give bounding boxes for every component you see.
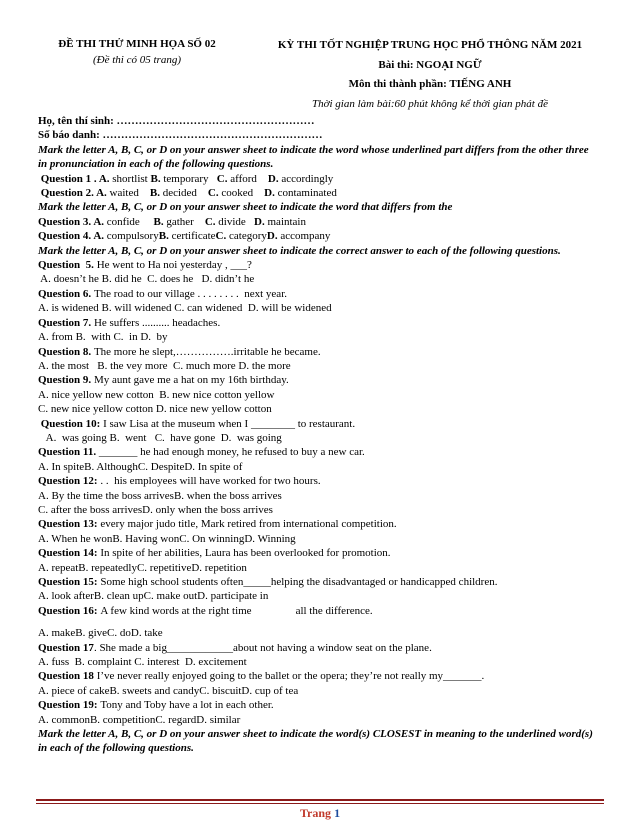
question-18: Question 18 I’ve never really enjoyed going to the ballet or the opera; they’re not really my_______. bbox=[38, 670, 485, 683]
question-11: Question 11. _______ he had enough money, he refused to buy a new car. bbox=[38, 446, 365, 459]
page-footer bbox=[0, 806, 640, 821]
question-9-options-1: A. nice yellow new cotton B. new nice cotton yellow bbox=[38, 388, 275, 401]
question-8-options: A. the most B. the vey more C. much more D. the more bbox=[38, 359, 291, 372]
question-7: Question 7. He suffers .......... headaches. bbox=[38, 316, 221, 329]
question-13: Question 13: every major judo title, Mark retired from international competition. bbox=[38, 518, 397, 531]
candidate-name-line: Họ, tên thí sinh: ……………………………………………… bbox=[38, 115, 315, 127]
page-count-note: (Đề thi có 05 trang) bbox=[93, 54, 181, 66]
footer-divider bbox=[36, 799, 604, 801]
question-10-options: A. was going B. went C. have gone D. was going bbox=[38, 431, 282, 444]
time-note: Thời gian làm bài:60 phút không kể thời gian phát đề bbox=[311, 97, 548, 110]
question-19: Question 19: Tony and Toby have a lot in each other. bbox=[38, 699, 274, 712]
exam-body bbox=[38, 114, 598, 756]
question-9: Question 9. My aunt gave me a hat on my 16th birthday. bbox=[38, 374, 289, 387]
subject-label: Bài thi: bbox=[378, 58, 417, 71]
question-12-options-1: A. By the time the boss arrivesB. when the boss arrives bbox=[38, 489, 282, 502]
section-2-instructions: Mark the letter A, B, C, or D on your answer sheet to indicate the word that differs from the bbox=[38, 201, 453, 214]
question-11-options: A. In spiteB. AlthoughC. DespiteD. In spite of bbox=[38, 460, 243, 473]
exam-code-title: ĐỀ THI THỬ MINH HỌA SỐ 02 bbox=[58, 38, 216, 50]
question-6: Question 6. The road to our village . . . . . . . . next year. bbox=[38, 287, 287, 300]
question-4: Question 4. A. compulsoryB. certificateC. categoryD. accompany bbox=[38, 230, 331, 243]
page-label: Trang bbox=[299, 806, 335, 820]
component-name: TIẾNG ANH bbox=[449, 78, 512, 90]
question-18-options: A. piece of cakeB. sweets and candyC. biscuitD. cup of tea bbox=[38, 684, 299, 697]
question-10: Question 10: I saw Lisa at the museum when I ________ to restaurant. bbox=[38, 417, 356, 430]
question-16-options: A. makeB. giveC. doD. take bbox=[38, 627, 163, 640]
section-3-instructions: Mark the letter A, B, C, or D on your answer sheet to indicate the correct answer to each of the following questions. bbox=[38, 244, 561, 257]
question-1: Question 1 . A. shortlist B. temporary C. afford D. accordingly bbox=[38, 172, 334, 185]
question-14-options: A. repeatB. repeatedlyC. repetitiveD. repetition bbox=[38, 561, 247, 574]
section-4-instructions: Mark the letter A, B, C, or D on your answer sheet to indicate the word(s) CLOSEST in meaning to the underlined word(s) in each of the following questions. bbox=[38, 728, 593, 755]
subject-line bbox=[250, 56, 610, 76]
question-17-options: A. fuss B. complaint C. interest D. excitement bbox=[38, 656, 247, 669]
exam-header-left bbox=[42, 36, 232, 68]
footer-divider-thin bbox=[36, 803, 604, 804]
question-3: Question 3. A. confide B. gather C. divide D. maintain bbox=[38, 215, 306, 228]
component-line bbox=[250, 75, 610, 95]
question-15: Question 15: Some high school students often_____helping the disadvantaged or handicapped children. bbox=[38, 576, 498, 588]
question-5-options: A. doesn’t he B. did he C. does he D. didn’t he bbox=[38, 273, 255, 286]
exam-title: KỲ THI TỐT NGHIỆP TRUNG HỌC PHỔ THÔNG NĂM 2021 bbox=[277, 39, 583, 51]
question-19-options: A. commonB. competitionC. regardD. similar bbox=[38, 713, 241, 726]
question-14: Question 14: In spite of her abilities, Laura has been overlooked for promotion. bbox=[38, 547, 391, 560]
question-2: Question 2. A. waited B. decided C. cooked D. contaminated bbox=[38, 187, 337, 200]
exam-header-right bbox=[250, 36, 610, 114]
question-6-options: A. is widened B. will widened C. can widened D. will be widened bbox=[38, 302, 332, 315]
question-12-options-2: C. after the boss arrivesD. only when the boss arrives bbox=[38, 503, 273, 516]
question-16: Question 16: A few kind words at the right time all the difference. bbox=[38, 604, 373, 617]
question-17: Question 17. She made a big____________about not having a window seat on the plane. bbox=[38, 641, 432, 654]
subject-name: NGOẠI NGỮ bbox=[416, 58, 482, 71]
question-13-options: A. When he wonB. Having wonC. On winningD. Winning bbox=[38, 532, 296, 545]
question-7-options: A. from B. with C. in D. by bbox=[38, 331, 168, 344]
question-12: Question 12: . . his employees will have worked for two hours. bbox=[38, 475, 321, 488]
question-5: Question 5. He went to Ha noi yesterday , ___? bbox=[38, 259, 252, 272]
component-label: Môn thi thành phần: bbox=[348, 78, 450, 90]
section-1-instructions: Mark the letter A, B, C, or D on your answer sheet to indicate the word whose underlined part differs from the other three in pronunciation in each of the following questions. bbox=[38, 143, 589, 171]
candidate-number-line: Số báo danh: …………………………………………………… bbox=[38, 129, 323, 142]
question-8: Question 8. The more he slept,…………….irritable he became. bbox=[38, 345, 321, 358]
question-9-options-2: C. new nice yellow cotton D. nice new yellow cotton bbox=[38, 403, 272, 416]
question-15-options: A. look afterB. clean upC. make outD. participate in bbox=[38, 590, 269, 603]
page-number: 1 bbox=[334, 806, 341, 820]
